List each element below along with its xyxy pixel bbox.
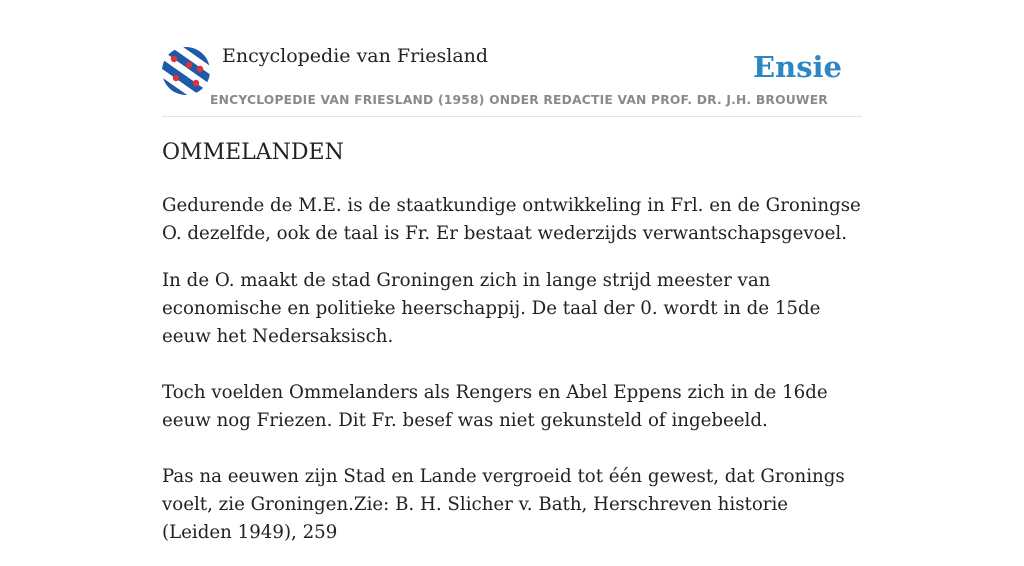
site-header — [162, 0, 862, 117]
site-subtitle: ENCYCLOPEDIE VAN FRIESLAND (1958) ONDER REDACTIE VAN PROF. DR. J.H. BROUWER — [210, 93, 828, 107]
article-paragraph: Gedurende de M.E. is de staatkundige ontwikkeling in Frl. en de Groningse O. dezelfde, ook de taal is Fr. Er bestaat wederzijds verwantschapsgevoel. — [162, 195, 861, 244]
article-paragraph: Toch voelden Ommelanders als Rengers en Abel Eppens zich in de 16de eeuw nog Friezen. Dit Fr. besef was niet gekunsteld of ingebeeld. — [162, 382, 828, 431]
site-title[interactable]: Encyclopedie van Friesland — [222, 45, 489, 67]
article-body — [162, 192, 862, 566]
article-paragraph: Pas na eeuwen zijn Stad en Lande vergroeid tot één gewest, dat Gronings voelt, zie Groningen.Zie: B. H. Slicher v. Bath, Herschreven historie (Leiden 1949), 259 — [162, 466, 845, 543]
page — [162, 0, 862, 543]
article-title: OMMELANDEN — [162, 140, 344, 165]
ensie-logo[interactable]: Ensie — [753, 50, 842, 84]
article-paragraph: In de O. maakt de stad Groningen zich in lange strijd meester van economische en politieke heerschappij. De taal der 0. wordt in de 15de eeuw het Nedersaksisch. — [162, 270, 821, 347]
frisian-flag-icon[interactable] — [162, 47, 210, 95]
